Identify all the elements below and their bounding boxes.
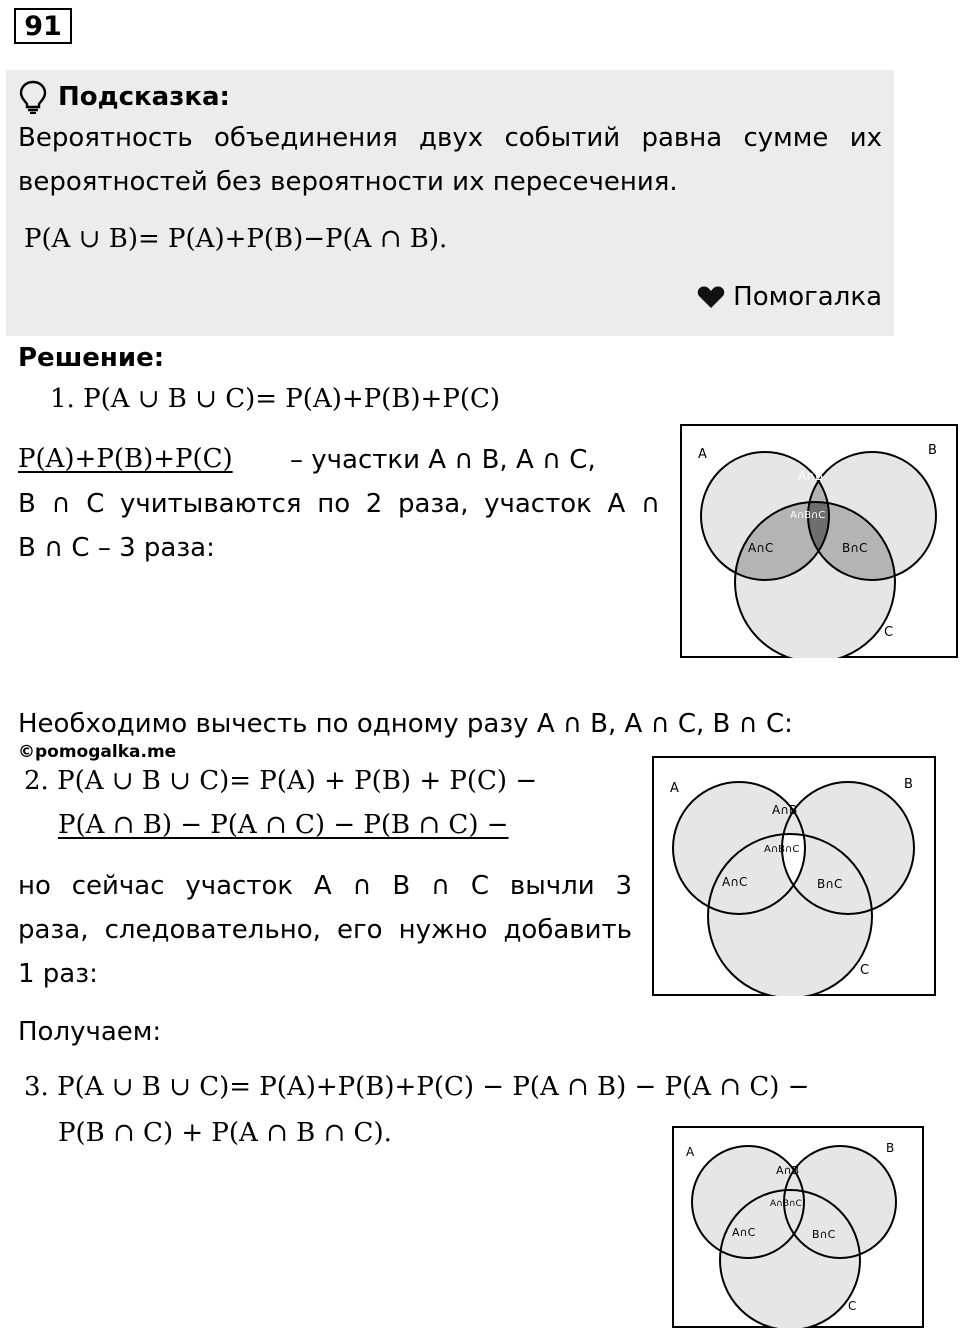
step1-formula: 1. P(A ∪ B ∪ C)= P(A)+P(B)+P(C) — [50, 384, 500, 414]
step3-line1: 3. P(A ∪ B ∪ C)= P(A)+P(B)+P(C) − P(A ∩ B) − P(A ∩ C) − — [24, 1072, 810, 1102]
step2-text-a: но сейчас участок A ∩ B ∩ C вычли 3 — [18, 871, 632, 901]
venn-diagram-1 — [680, 424, 958, 658]
hint-text-line1: Вероятность объединения двух событий равна сумме их — [18, 123, 882, 153]
brand-text: Помогалка — [733, 282, 882, 312]
venn1-label-c: C — [884, 625, 894, 640]
step1-text-b: B ∩ C учитываются по 2 раза, участок A ∩ — [18, 489, 660, 519]
get-text: Получаем: — [18, 1017, 162, 1047]
venn2-label-bc: B∩C — [817, 877, 843, 891]
venn3-label-bc: B∩C — [812, 1228, 836, 1241]
venn1-label-ab: A∩B — [798, 469, 824, 483]
venn-diagram-3 — [672, 1126, 924, 1328]
venn2-label-abc: A∩B∩C — [764, 844, 800, 855]
step1-text-a: – участки A ∩ B, A ∩ C, — [290, 445, 596, 475]
need-subtract-text: Необходимо вычесть по одному разу A ∩ B, A ∩ C, B ∩ C: — [18, 709, 793, 739]
step1-text-c: B ∩ C – 3 раза: — [18, 533, 215, 563]
venn3-label-ac: A∩C — [732, 1226, 756, 1239]
task-number: 91 — [14, 8, 72, 44]
venn2-label-b: B — [904, 777, 913, 792]
lightbulb-icon — [18, 80, 48, 114]
venn2-label-c: C — [860, 963, 870, 978]
step1-expression: P(A)+P(B)+P(C) — [18, 444, 233, 474]
venn1-label-b: B — [928, 443, 937, 458]
solution-title: Решение: — [18, 343, 165, 373]
venn3-label-c: C — [848, 1299, 857, 1313]
step2-line2: P(A ∩ B) − P(A ∩ C) − P(B ∩ C) − — [58, 810, 509, 840]
venn3-label-a: A — [686, 1145, 695, 1159]
step2-text-c: 1 раз: — [18, 959, 98, 989]
venn3-label-abc: A∩B∩C — [770, 1199, 802, 1209]
venn2-label-ac: A∩C — [722, 875, 748, 889]
hint-formula: P(A ∪ B)= P(A)+P(B)−P(A ∩ B). — [24, 224, 448, 254]
watermark: ©pomogalka.me — [18, 742, 177, 762]
step3-line2: P(B ∩ C) + P(A ∩ B ∩ C). — [58, 1118, 392, 1148]
hint-title — [18, 80, 230, 114]
step2-text-b: раза, следовательно, его нужно добавить — [18, 915, 632, 945]
heart-icon — [697, 285, 725, 309]
hint-title-text: Подсказка: — [58, 82, 230, 112]
venn1-label-ac: A∩C — [748, 541, 774, 555]
venn3-label-ab: A∩B — [776, 1164, 800, 1177]
hint-text-line2: вероятностей без вероятности их пересечения. — [18, 167, 678, 197]
venn1-label-abc: A∩B∩C — [790, 510, 826, 521]
venn-diagram-2 — [652, 756, 936, 996]
venn1-label-a: A — [698, 447, 707, 462]
venn2-label-a: A — [670, 781, 679, 796]
venn1-label-bc: B∩C — [842, 541, 868, 555]
venn2-label-ab: A∩B — [772, 803, 798, 817]
brand — [697, 282, 882, 312]
step2-line1: 2. P(A ∪ B ∪ C)= P(A) + P(B) + P(C) − — [24, 766, 538, 796]
venn3-label-b: B — [886, 1141, 895, 1155]
